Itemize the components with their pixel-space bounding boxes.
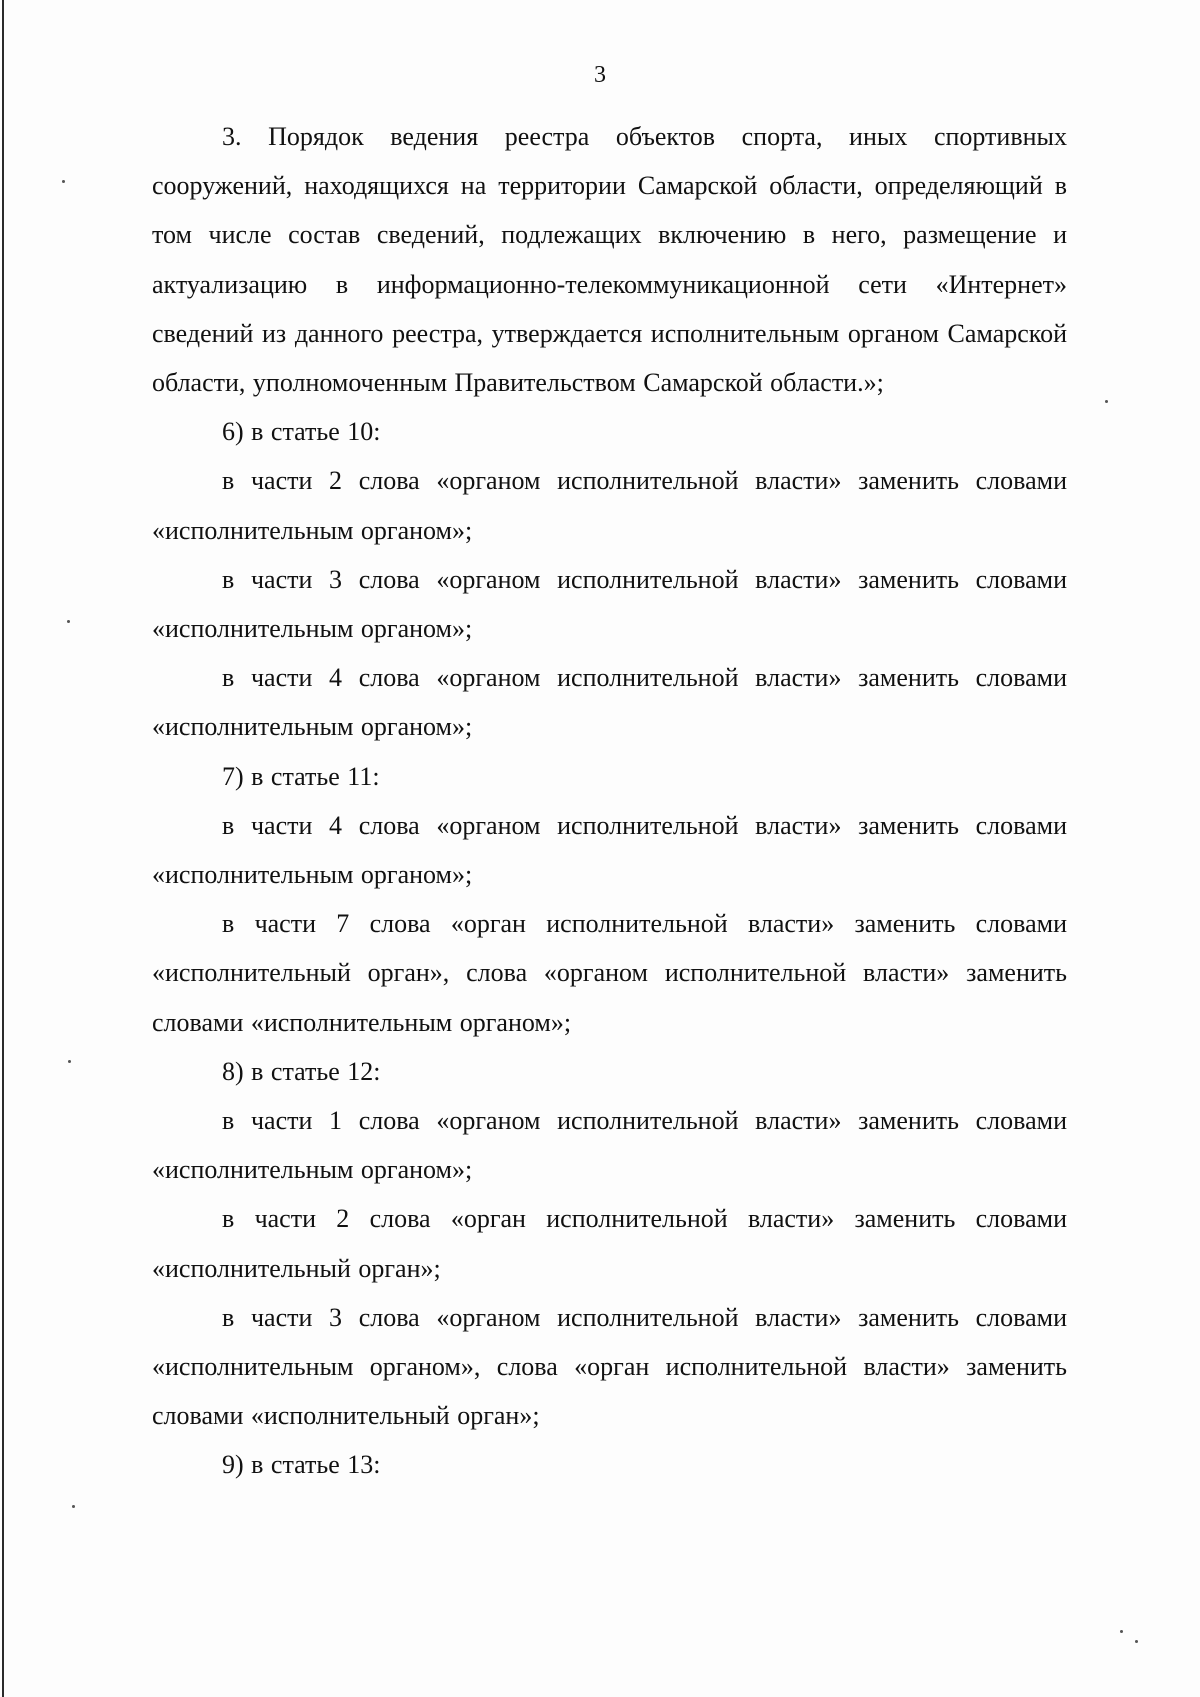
- paragraph-art12-part2: в части 2 слова «орган исполнительной власти» заменить словами «исполнительный орган»;: [152, 1204, 1067, 1283]
- paragraph-art12-part1: в части 1 слова «органом исполнительной власти» заменить словами «исполнительным органом»;: [152, 1106, 1067, 1185]
- paragraph-item-6: 6) в статье 10:: [222, 417, 381, 447]
- scan-speck: [1120, 1630, 1123, 1633]
- scan-speck: [72, 1505, 75, 1508]
- scan-speck: [67, 620, 70, 623]
- paragraph-art11-part4: в части 4 слова «органом исполнительной власти» заменить словами «исполнительным органом»;: [152, 810, 1067, 890]
- paragraph-art10-part3: в части 3 слова «органом исполнительной власти» заменить словами «исполнительным органом»;: [152, 564, 1067, 644]
- document-body: [152, 112, 1067, 1490]
- page-edge-divider: [2, 0, 4, 1697]
- paragraph-registry-procedure: 3. Порядок ведения реестра объектов спорта, иных спортивных сооружений, находящихся на территории Самарской области, определяющий в том числе состав сведений, подлежащих включению в него, размещение и актуализацию в информационно-телекоммуникационной сети «Интернет» сведений из данного реестра, утверждается исполнительным органом Самарской области, уполномоченным Правительством Самарской области.»;: [152, 122, 1067, 398]
- paragraph-item-7: 7) в статье 11:: [222, 761, 380, 791]
- paragraph-item-8: 8) в статье 12:: [222, 1056, 381, 1086]
- scan-speck: [1105, 400, 1108, 403]
- paragraph-art10-part2: в части 2 слова «органом исполнительной власти» заменить словами «исполнительным органом»;: [152, 466, 1067, 545]
- paragraph-art10-part4: в части 4 слова «органом исполнительной власти» заменить словами «исполнительным органом»;: [152, 663, 1067, 742]
- paragraph-item-9: 9) в статье 13:: [222, 1450, 381, 1480]
- scan-speck: [1135, 1640, 1138, 1643]
- paragraph-art12-part3: в части 3 слова «органом исполнительной власти» заменить словами «исполнительным органом», слова «орган исполнительной власти» заменить словами «исполнительный орган»;: [152, 1302, 1067, 1431]
- scan-speck: [68, 1060, 71, 1063]
- scan-speck: [62, 180, 65, 183]
- page-number: 3: [594, 62, 606, 88]
- paragraph-art11-part7: в части 7 слова «орган исполнительной власти» заменить словами «исполнительный орган», слова «органом исполнительной власти» заменить словами «исполнительным органом»;: [152, 909, 1067, 1037]
